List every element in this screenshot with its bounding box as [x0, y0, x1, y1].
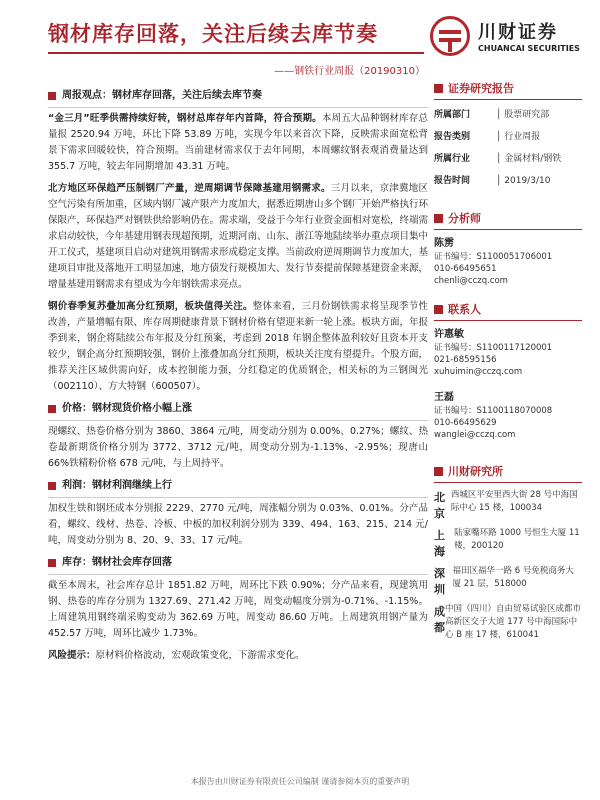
- paragraph-1: “金三月”旺季供需持续好转，钢材总库存年内首降，符合预期。本周五大品种钢材库存总量报 2520.94 万吨，环比下降 53.89 万吨，实现今年以来首次下降，反映需求面宽松背景下需求回暖较快，符合预期。当前建材需求仅于去年同期，本周螺纹钢表观消费量达到 355.7 万吨，较去年同期增加 43.31 万吨。: [48, 113, 428, 172]
- sidebar-contact-head: 联系人: [434, 301, 582, 321]
- section-profit: 利润：钢材利润继续上行: [48, 478, 428, 494]
- analyst-card: 陈雳 证书编号：S1100051706001 010-66495651 chenli@cczq.com: [434, 238, 553, 286]
- sidebar-report-head: 证券研究报告: [434, 80, 582, 100]
- divider: [48, 420, 428, 421]
- paragraph-3: 钢价春季复苏叠加高分红预期，板块值得关注。整体来看，三月份钢铁需求将呈现季节性改善，产量增幅有限、库存周期健康背景下钢材价格有望迎来新一轮上涨。板块方面，年报季到来，钢企将陆续公布年报及分红预案，考虑到 2018 年钢企整体盈利较好且资本开支较少，钢企高分红预期较强，钢价上涨叠加高分红预期，板块关注度有望提升。个股方面，推荐关注区域供需向好，成本控制能力强，分红稳定的优质钢企，相关标的为三钢闽光（002110）、方大特钢（600507）。: [48, 301, 429, 392]
- bullet-icon: [48, 405, 56, 413]
- logo-text-en: CHUANCAI SECURITIES: [478, 44, 580, 53]
- section-price: 价格：钢材现货价格小幅上涨: [48, 401, 428, 417]
- office-entry: 成都 中国（四川）自由贸易试验区成都市高新区交子大道 177 号中海国际中心 B 座 17 楼，610041: [434, 604, 582, 640]
- info-row: 所属部门 │ 股票研究部: [434, 110, 550, 120]
- inventory-paragraph: 截至本周末，社会库存总计 1851.82 万吨，周环比下跌 0.90%；分产品来看，现建筑用钢、热卷的库存分别为 1327.69、271.42 万吨，周变动幅度分别为-0.71%、-1.15%。上周建筑用钢终端采购变动为 362.69 万吨，周变动 86.60 万吨。上周建筑用钢产量为 452.57 万吨，周环比减少 1.73%。: [48, 580, 428, 639]
- section-inventory: 库存：钢材社会库存回落: [48, 555, 428, 571]
- price-paragraph: 现螺纹、热卷价格分别为 3860、3864 元/吨，周变动分别为 0.00%、0.27%；螺纹、热卷最新期货价格分别为 3772、3712 元/吨，周变动分别为-1.13%、-2.95%；现唐山 66%铁精粉价格 678 元/吨，与上周持平。: [48, 426, 428, 469]
- report-subtitle: ——钢铁行业周报（20190310）: [274, 66, 425, 77]
- square-icon: [434, 214, 443, 223]
- info-row: 报告类别 │ 行业周报: [434, 132, 541, 142]
- bullet-icon: [48, 559, 56, 567]
- section-viewpoint: 周报观点：钢材库存回落，关注后续去库节奏: [48, 88, 428, 104]
- bullet-icon: [48, 92, 56, 100]
- square-icon: [434, 305, 443, 314]
- square-icon: [434, 84, 443, 93]
- risk-paragraph: 风险提示：原材料价格波动，宏观政策变化，下游需求变化。: [48, 650, 305, 661]
- info-row: 所属行业 │ 金属材料/钢铁: [434, 154, 562, 164]
- company-logo: [430, 16, 580, 62]
- divider: [48, 497, 428, 498]
- sidebar-institute-head: 川财研究所: [434, 463, 582, 483]
- sidebar: [434, 80, 582, 642]
- info-row: 报告时间 │ 2019/3/10: [434, 176, 551, 186]
- divider: [48, 574, 428, 575]
- logo-mark-icon: [430, 16, 470, 56]
- main-content: [48, 84, 428, 670]
- sidebar-analyst-head: 分析师: [434, 210, 582, 230]
- bullet-icon: [48, 482, 56, 490]
- title-divider: [48, 52, 424, 54]
- contact-card: 许惠敏 证书编号：S1100117120001 021-68595156 xuhuimin@cczq.com: [434, 329, 553, 377]
- page-footer: 本报告由川财证券有限责任公司编制 谨请参阅本页的重要声明: [190, 777, 410, 786]
- report-title: 钢材库存回落，关注后续去库节奏: [48, 22, 378, 46]
- office-entry: 深圳 福田区福华一路 6 号免税商务大厦 21 层，518000: [434, 566, 574, 596]
- contact-card: 王磊 证书编号：S1100118070008 010-66495629 wanglei@cczq.com: [434, 392, 553, 440]
- divider: [48, 107, 428, 108]
- profit-paragraph: 加权生铁和钢坯成本分别报 2229、2770 元/吨，周涨幅分别为 0.03%、0.01%。分产品看，螺纹、线材、热卷、冷板、中板的加权利润分别为 339、494、163、215、214 元/吨，周变动分别为 8、20、9、33、17 元/吨。: [48, 503, 428, 546]
- office-entry: 北京 西城区平安里西大街 28 号中海国际中心 15 楼，100034: [434, 490, 578, 520]
- paragraph-2: 北方地区环保趋严压制钢厂产量，逆周期调节保障基建用钢需求。三月以来，京津冀地区空气污染有所加重，区域内钢厂减产限产力度加大，据悉近期唐山多个钢厂开始严格执行环保限产，环保趋严对钢铁供给影响仍在。需求端，受益于今年行业资金面相对宽松，终端需求启动较快，今年基建用钢表现超预期，近期河南、山东、浙江等地陆续举办重点项目集中开工仪式，基建项目启动对建筑用钢需求形成稳定支撑。当前政府逆周期调节力度加大，基建项目审批及落地开工明显加速，地方债发行规模加大、发行节奏提前保障基建资金来源，增量基建用钢需求有望成为今年钢铁需求亮点。: [48, 183, 429, 290]
- office-entry: 上海 陆家嘴环路 1000 号恒生大厦 11 楼，200120: [434, 528, 580, 558]
- square-icon: [434, 467, 443, 476]
- logo-text-cn: 川财证券: [478, 22, 558, 43]
